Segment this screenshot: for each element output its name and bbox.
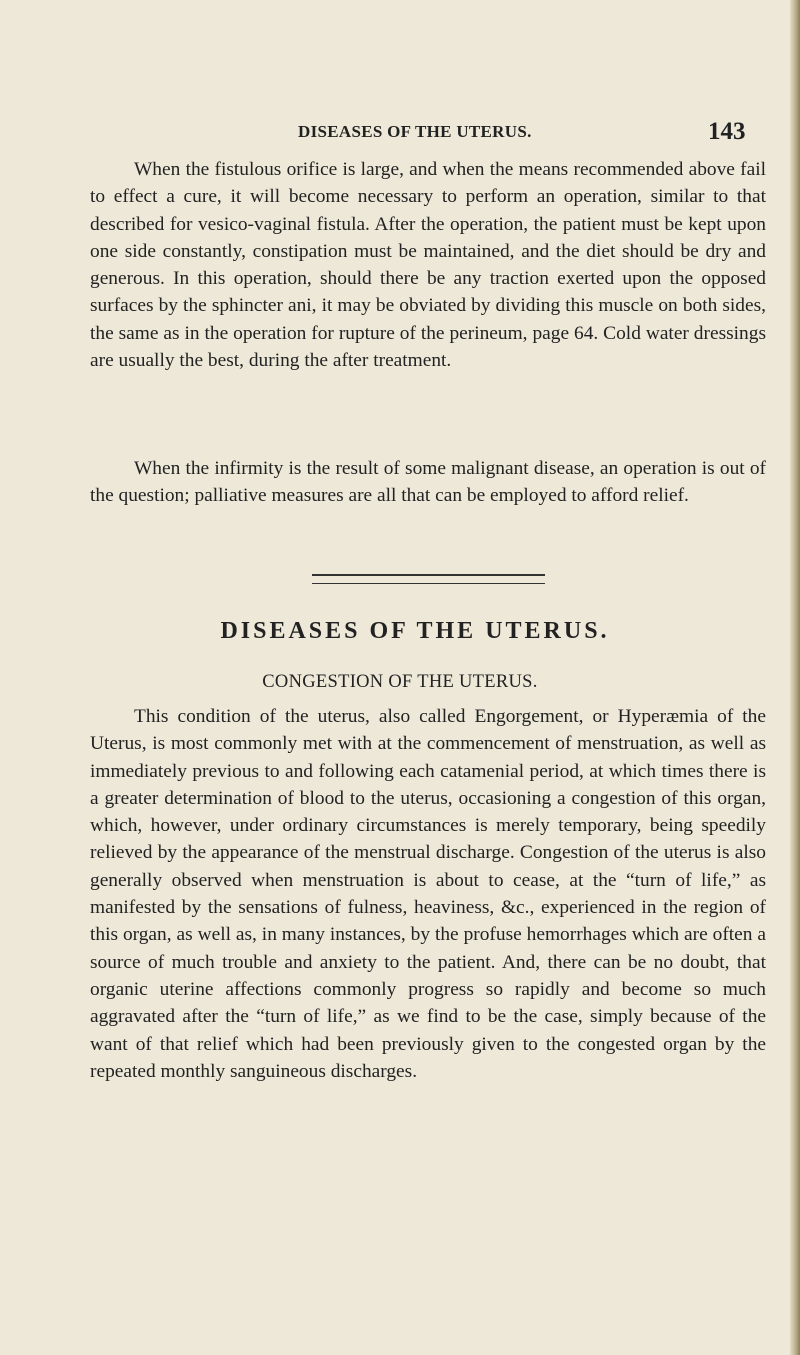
paragraph-congestion: This condition of the uterus, also called Engorgement, or Hyperæmia of the Uterus, is most commonly met with at the commencement of menstruation, as well as immediately previous to and following each catamenial period, at which times there is a greater determination of blood to the uterus, occasioning a congestion of this organ, which, however, under ordinary circumstances is merely temporary, being speedily relieved by the appearance of the menstrual discharge. Congestion of the uterus is also generally observed when menstruation is about to cease, at the “turn of life,” as manifested by the sensations of fulness, heaviness, &c., experienced in the region of this organ, as well as, in many instances, by the profuse hemorrhages which are often a source of much trouble and anxiety to the patient. And, there can be no doubt, that organic uterine affections commonly progress so rapidly and become so much aggravated after the “turn of life,” as we find to be the case, simply because of the want of that relief which had been previously given to the congested organ by the repeated monthly sanguineous discharges.: [90, 706, 766, 1082]
running-head: [0, 118, 800, 148]
page-number: 143: [708, 118, 746, 145]
running-title: DISEASES OF THE UTERUS.: [298, 122, 532, 141]
subsection-title: CONGESTION OF THE UTERUS.: [262, 672, 538, 692]
section-title: DISEASES OF THE UTERUS.: [220, 618, 610, 644]
paragraph-malignant-disease: When the infirmity is the result of some malignant disease, an operation is out of the question; palliative measures are all that can be employed to afford relief.: [90, 458, 766, 507]
page-edge: [790, 0, 800, 1355]
section-divider: [312, 574, 545, 584]
paragraph-fistula-operation: When the fistulous orifice is large, and when the means recommended above fail to effect a cure, it will become necessary to perform an operation, similar to that described for vesico-vaginal fistula. After the operation, the patient must be kept upon one side constantly, constipation must be maintained, and the diet should be dry and generous. In this operation, should there be any traction exerted upon the opposed surfaces by the sphincter ani, it may be obviated by dividing this muscle on both sides, the same as in the operation for rupture of the perineum, page 64. Cold water dressings are usually the best, during the after treatment.: [90, 159, 766, 372]
